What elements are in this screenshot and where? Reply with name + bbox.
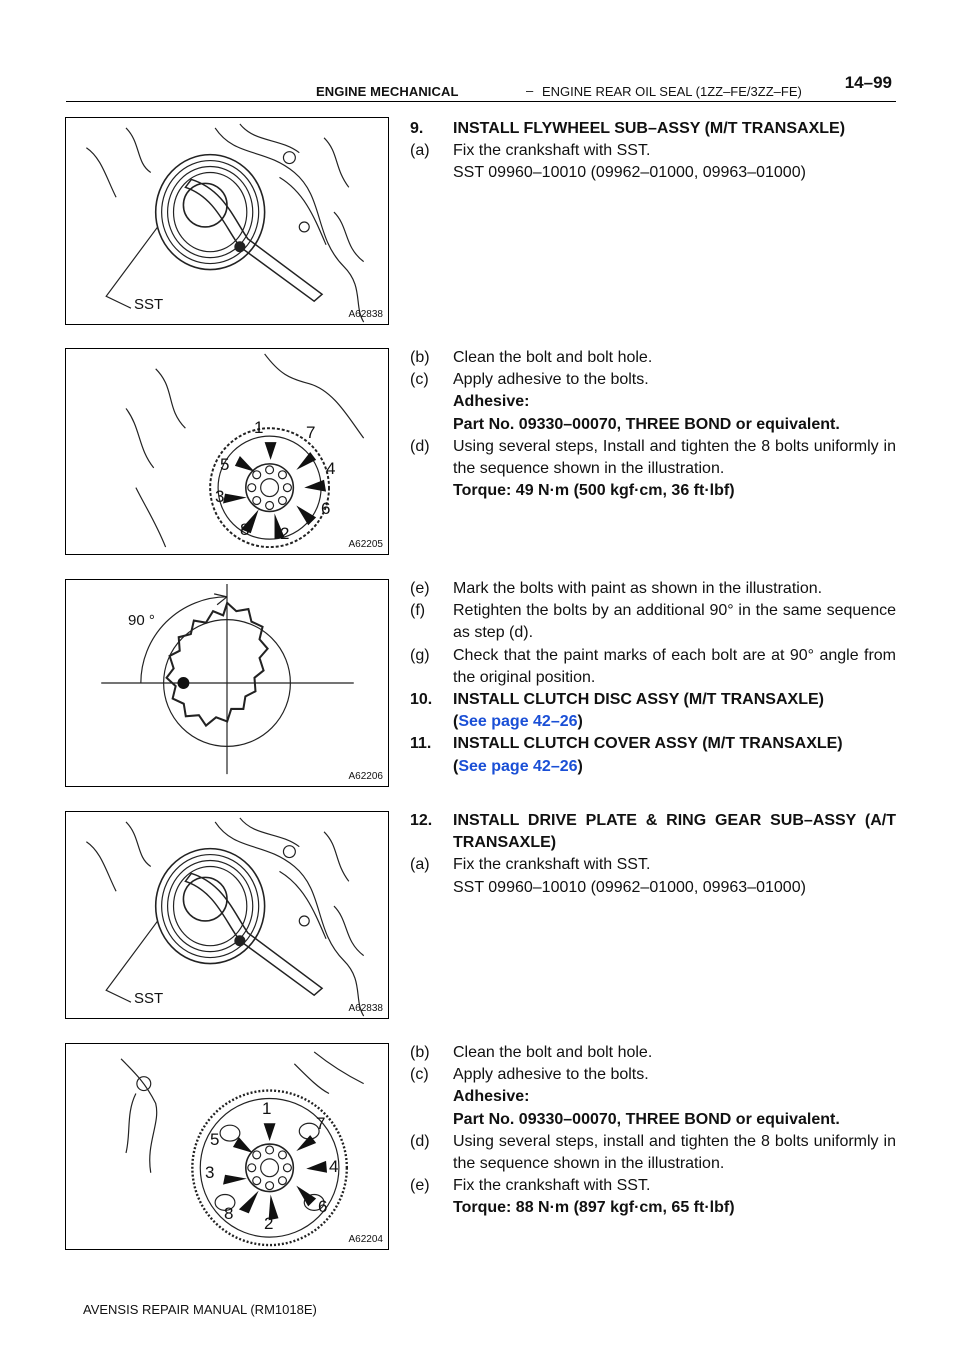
bolt-number-5: 5: [210, 1130, 220, 1149]
step-9f: (f) Retighten the bolts by an additional 90° in the same sequence as step (d).: [410, 602, 896, 642]
bolt-number-2: 2: [264, 1214, 274, 1233]
step-12a-sst: SST 09960–10010 (09962–01000, 09963–01000): [453, 878, 806, 896]
step-12c: (c) Apply adhesive to the bolts. Adhesive: Part No. 09330–00070, THREE BOND or equivalent.: [410, 1064, 896, 1131]
adhesive-heading: Adhesive:: [453, 1088, 530, 1106]
step-9e-11-block: [410, 578, 896, 778]
figure-code: A62838: [348, 1003, 383, 1014]
angle-label: 90 °: [128, 612, 155, 629]
sst-label: SST: [134, 296, 164, 313]
step-12a: (a) Fix the crankshaft with SST. SST 09960–10010 (09962–01000, 09963–01000): [410, 854, 896, 898]
bolt-number-6: 6: [318, 1197, 328, 1216]
page-number: 14–99: [844, 73, 892, 92]
figure-sst-pulley-2: [65, 811, 389, 1019]
adhesive-part: Part No. 09330–00070, THREE BOND or equivalent.: [453, 1110, 840, 1128]
figure-code: A62838: [348, 309, 383, 320]
bolt-number-5: 5: [220, 455, 230, 474]
step-9g: (g) Check that the paint marks of each bolt are at 90° angle from the original position.: [410, 646, 896, 686]
see-page-link-step-11[interactable]: See page 42–26: [458, 757, 578, 775]
step-9e: (e) Mark the bolts with paint as shown in the illustration.: [410, 580, 823, 597]
bolt-number-3: 3: [215, 487, 225, 506]
step-12-heading: 12. INSTALL DRIVE PLATE & RING GEAR SUB–ASSY (A/T TRANSAXLE): [410, 812, 896, 852]
subsection-title: ENGINE REAR OIL SEAL (1ZZ–FE/3ZZ–FE): [542, 84, 802, 99]
adhesive-part: Part No. 09330–00070, THREE BOND or equivalent.: [453, 415, 840, 433]
step-12-block: [410, 810, 896, 899]
bolt-number-1: 1: [262, 1099, 272, 1118]
figure-flywheel-bolt-sequence: [65, 348, 389, 555]
bolt-number-1: 1: [254, 418, 264, 437]
sst-pulley-illustration: [66, 812, 388, 1018]
step-9d: (d) Using several steps, Install and tighten the 8 bolts uniformly in the sequence shown in the illustration. Torque: 49 N·m (500 kgf·cm, 36 ft·lbf): [410, 436, 896, 503]
step-12b: (b) Clean the bolt and bolt hole.: [410, 1044, 653, 1061]
step-9-heading: 9. INSTALL FLYWHEEL SUB–ASSY (M/T TRANSAXLE): [410, 120, 846, 137]
step-10-heading: 10. INSTALL CLUTCH DISC ASSY (M/T TRANSAXLE) (See page 42–26): [410, 691, 824, 731]
bolt-number-2: 2: [280, 524, 290, 543]
step-9a-sst: SST 09960–10010 (09962–01000, 09963–01000): [453, 164, 806, 182]
step-11-heading: 11. INSTALL CLUTCH COVER ASSY (M/T TRANSAXLE) (See page 42–26): [410, 735, 843, 775]
adhesive-heading: Adhesive:: [453, 393, 530, 411]
step-12b-e-block: [410, 1042, 896, 1220]
section-title: ENGINE MECHANICAL: [316, 84, 459, 99]
bolt-number-6: 6: [321, 499, 331, 518]
figure-drive-plate-bolt-sequence: [65, 1043, 389, 1250]
bolt-number-4: 4: [329, 1157, 339, 1176]
bolt-number-3: 3: [205, 1163, 215, 1182]
step-9b: (b) Clean the bolt and bolt hole.: [410, 349, 653, 366]
sst-label: SST: [134, 990, 164, 1007]
step-12d: (d) Using several steps, install and tighten the 8 bolts uniformly in the sequence shown in the illustration.: [410, 1132, 896, 1173]
flywheel-bolt-illustration: [66, 349, 388, 554]
step-9b-d-block: [410, 347, 896, 502]
step-9-block: [410, 118, 896, 185]
figure-bolt-90-degree: [65, 579, 389, 787]
step-9a: (a) Fix the crankshaft with SST. SST 09960–10010 (09962–01000, 09963–01000): [410, 140, 896, 184]
bolt-number-7: 7: [306, 423, 316, 442]
figure-code: A62206: [348, 771, 383, 782]
bolt-number-8: 8: [240, 520, 250, 539]
see-page-link-step-10[interactable]: See page 42–26: [458, 713, 578, 731]
bolt-marking-illustration: [66, 580, 388, 786]
torque-spec: Torque: 88 N·m (897 kgf·cm, 65 ft·lbf): [453, 1199, 735, 1217]
sst-pulley-illustration: [66, 118, 388, 324]
figure-sst-pulley-1: [65, 117, 389, 325]
step-12e: (e) Fix the crankshaft with SST. Torque: 88 N·m (897 kgf·cm, 65 ft·lbf): [410, 1175, 896, 1219]
bolt-number-4: 4: [326, 459, 336, 478]
step-9c: (c) Apply adhesive to the bolts. Adhesive: Part No. 09330–00070, THREE BOND or equivalent.: [410, 369, 896, 436]
torque-spec: Torque: 49 N·m (500 kgf·cm, 36 ft·lbf): [453, 482, 735, 500]
bolt-number-8: 8: [224, 1204, 234, 1223]
figure-code: A62204: [348, 1234, 383, 1245]
page-header: [66, 73, 896, 102]
figure-code: A62205: [348, 539, 383, 550]
header-dash: –: [526, 83, 534, 98]
header-rule: [66, 101, 896, 102]
manual-footer: AVENSIS REPAIR MANUAL (RM1018E): [83, 1302, 317, 1317]
bolt-number-7: 7: [316, 1114, 326, 1133]
